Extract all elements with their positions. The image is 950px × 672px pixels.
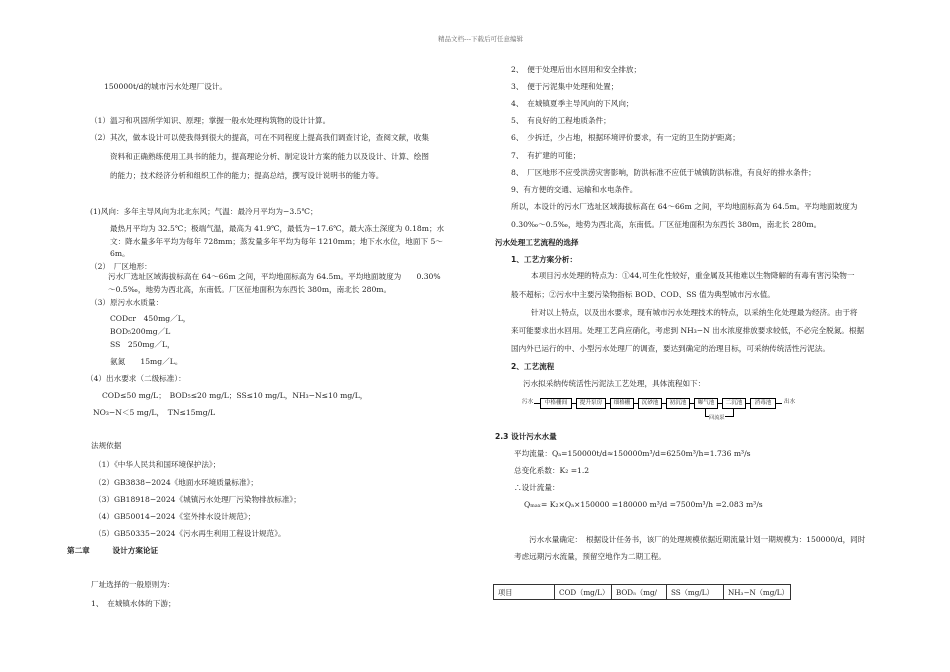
climate-line-2: 最热月平均为 32.5℃；极端气温，最高为 41.9℃，最低为−17.6℃，最大冻土深度为 0.18m；水 — [110, 224, 445, 233]
raw-cod: CODcr 450mg／L， — [110, 314, 191, 323]
terrain-heading: （2） 厂区地形： — [90, 262, 152, 271]
process-section-title: 污水处理工艺流程的选择 — [495, 238, 579, 247]
raw-bod: BOD₅200mg／L — [110, 327, 171, 336]
flow-start-label: 污水 — [522, 399, 534, 405]
site-rule-1: 1、 在城镇水体的下游； — [91, 599, 176, 608]
flow-step-grit-chamber: 沉砂池 — [638, 398, 662, 409]
purpose-num-1: （1） — [90, 116, 111, 125]
climate-line-4: 6m。 — [110, 249, 130, 258]
site-rule-8: 8、 厂区地形不应受洪涝灾害影响，防洪标准不应低于城镇防洪标准，有良好的排水条件； — [511, 168, 816, 177]
effluent-line-1: COD≤50 mg/L； BOD₅≤20 mg/L；SS≤10 mg/L，NH₃−N≤10 mg/L， — [102, 391, 368, 400]
terrain-line-1: 污水厂选址区域海拔标高在 64～66m 之间，平均地面标高为 64.5m。平均地面坡度为 0.30% — [108, 272, 441, 281]
design-flow-title: 2.3 设计污水水量 — [495, 432, 557, 441]
scale-line-1: 污水水量确定： 根据设计任务书，该厂的处理规模依据近期流量计划一期规模为：150000/d，同时 — [529, 535, 866, 544]
purpose-cont-2: 的能力；技术经济分析和组织工作的能力；提高总结，撰写设计说明书的能力等。 — [110, 171, 384, 180]
raw-ammonia: 氨氮 15mg／L。 — [110, 357, 183, 366]
terrain-line-2: ～0.5‰，地势为西北高，东南低。厂区征地面积为东西长 380m，南北长 280m。 — [108, 285, 392, 294]
effluent-line-2: NO₃−N＜5 mg/L， TN≤15mg/L — [93, 408, 216, 417]
flow-step-fine-screen: 细格栅 — [610, 398, 634, 409]
law-item-1: （1）《中华人民共和国环境保护法》； — [94, 460, 221, 469]
purpose-text-2: 其次，做本设计可以使我得到很大的提高，可在不同程度上提高我们调查讨论，查阅文献，收集 — [110, 133, 429, 142]
table-header-cell: NH₃−N（mg/L） — [724, 585, 791, 600]
table-header-cell: 项目 — [494, 585, 555, 600]
site-intro: 厂址选择的一般原则为： — [91, 580, 175, 589]
site-rule-6: 6、 少拆迁，少占地，根据环境评价要求，有一定的卫生防护距离； — [511, 133, 740, 142]
flow-step-pump-house: 提升泵房 — [576, 398, 606, 409]
site-rule-2: 2、 便于处理后出水回用和安全排放； — [511, 65, 642, 74]
intro-line: 150000t/d的城市污水处理厂设计。 — [104, 82, 227, 91]
flow-step-secondary-clarifier: 二沉池 — [722, 398, 746, 409]
law-heading: 法规依据 — [91, 441, 122, 450]
analysis-title: 1、工艺方案分析： — [511, 255, 578, 264]
effluent-heading: （4）出水要求（二级标准）： — [86, 374, 186, 383]
site-summary-2: 0.30‰～0.5‰，地势为西北高，东南低。厂区征地面积为东西长 380m，南北长 280m。 — [511, 220, 822, 229]
site-rule-3: 3、 便于污泥集中处理和处置； — [511, 82, 619, 91]
table-header-row — [494, 585, 791, 600]
table-header-cell: SS（mg/L） — [667, 585, 724, 600]
flow-step-coarse-screen: 中格栅间 — [540, 398, 572, 409]
chapter-title: 第二章 设计方案论证 — [67, 546, 159, 555]
scale-line-2: 考虑远期污水流量，预留空地作为二期工程。 — [514, 552, 666, 561]
site-rule-9: 9、有方便的交通、运输和水电条件。 — [511, 185, 638, 194]
raw-water-heading: （3）原污水水质量： — [90, 298, 164, 307]
return-pump-label: 回流泵 — [709, 415, 725, 421]
law-item-3: （3）GB18918−2024《城镇污水处理厂污染物排放标准》； — [94, 495, 301, 504]
analysis-line-2: 般不超标；②污水中主要污染物指标 BOD、COD、SS 值为典型城市污水值。 — [511, 290, 775, 299]
site-rule-4: 4、 在城镇夏季主导风向的下风向； — [511, 99, 634, 108]
flow-step-primary-clarifier: 初沉池 — [666, 398, 690, 409]
climate-line-3: 文：降水量多年平均为每年 728mm；蒸发量多年平均为每年 1210mm；地下水水位，地面下 5～ — [110, 237, 443, 246]
law-item-4: （4）GB50014−2024《室外排水设计规范》； — [94, 512, 256, 521]
law-item-5: （5）GB50335−2024《污水再生利用工程设计规范》。 — [94, 529, 286, 538]
design-max-flow: Qₘₐₓ= K₂×Qₐ×150000 =180000 m³/d =7500m³/h =2.083 m³/s — [524, 500, 763, 509]
flow-step-disinfection-tank: 消毒池 — [750, 398, 776, 409]
process-flow-diagram — [522, 393, 812, 423]
purpose-num-2: （2） — [90, 133, 111, 142]
climate-line-1: (1)风向：多年主导风向为北北东风；气温：最冷月平均为−3.5℃； — [90, 207, 318, 216]
flow-arrow — [776, 403, 782, 404]
table-header-cell: COD（mg/L） — [555, 585, 612, 600]
table-header-cell: BOD₅（mg/ — [612, 585, 667, 600]
water-quality-table — [493, 584, 791, 600]
flow-step-aeration-tank: 曝气池 — [694, 398, 718, 409]
analysis-line-4: 来可能要求出水回用。处理工艺尚应硝化，考虑到 NH₃−N 出水浓度排放要求较低，不必完全脱氮。根据 — [511, 326, 865, 335]
purpose-text-1: 温习和巩固所学知识、原理；掌握一般水处理构筑物的设计计算。 — [110, 116, 331, 125]
analysis-line-5: 国内外已运行的中、小型污水处理厂的调查，要达到确定的治理目标，可采纳传统活性污泥法。 — [511, 344, 830, 353]
law-item-2: （2）GB3838−2024《地面水环境质量标准》； — [94, 478, 259, 487]
flow-title: 2、工艺流程 — [511, 362, 555, 371]
analysis-line-3: 针对以上特点，以及出水要求，现有城市污水处理技术的特点，以采纳生化处理最为经济。由于将 — [531, 308, 858, 317]
design-avg-flow: 平均流量：Qₐ=150000t/d≈150000m³/d=6250m³/h=1.736 m³/s — [514, 449, 751, 458]
flow-intro: 污水拟采纳传统活性污泥法工艺处理，具体流程如下： — [523, 379, 706, 388]
site-rule-7: 7、 有扩建的可能； — [511, 151, 581, 160]
analysis-line-1: 本项目污水处理的特点为：①44,可生化性较好，重金属及其他难以生物降解的有毒有害污染物一 — [531, 271, 855, 280]
site-rule-5: 5、 有良好的工程地质条件； — [511, 116, 611, 125]
design-flow-label: ∴设计流量： — [514, 483, 560, 492]
raw-ss: SS 250mg／L， — [110, 340, 175, 349]
flow-end-label: 出水 — [784, 399, 796, 405]
site-summary-1: 所以，本设计的污水厂选址区域海拔标高在 64～66m 之间，平均地面标高为 64.5m。平均地面坡度为 — [511, 202, 858, 211]
design-variation-coefficient: 总变化系数：K₂ =1.2 — [514, 466, 590, 475]
page-header-watermark: 精品文档---下载后可任意编辑 — [438, 35, 524, 43]
purpose-cont-1: 资料和正确熟练使用工具书的能力，提高理论分析、制定设计方案的能力以及设计、计算、绘图 — [110, 152, 429, 161]
